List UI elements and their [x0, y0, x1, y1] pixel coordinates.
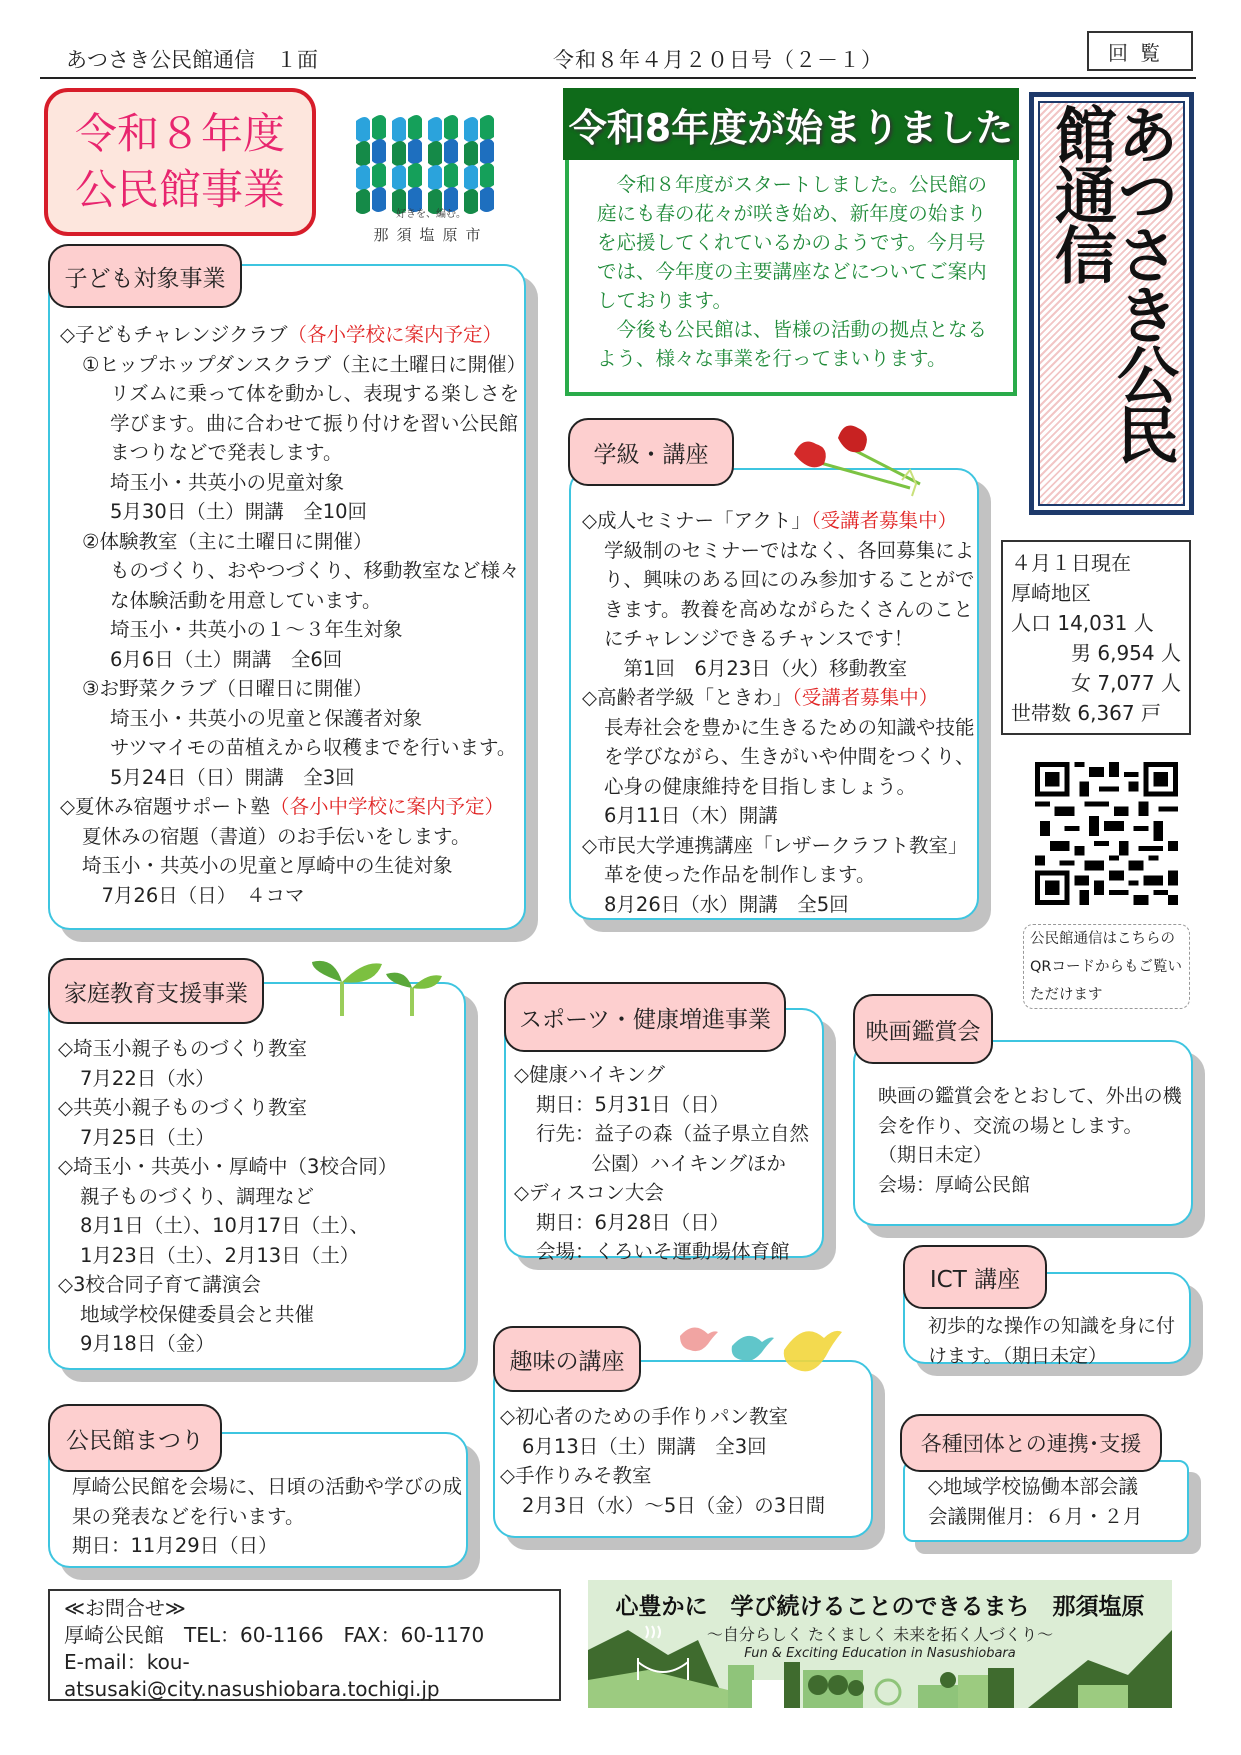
list-item: 埼玉小・共英小の児童対象	[110, 470, 345, 494]
list-item: ◇埼玉小親子ものづくり教室	[58, 1037, 307, 1060]
list-item: 期日：11月29日（日）	[72, 1534, 278, 1557]
sprout-icon	[308, 958, 448, 1018]
banner-english: Fun & Exciting Education in Nasushiobara	[744, 1646, 1016, 1661]
list-item: 8月1日（土）、10月17日（土）、	[80, 1214, 369, 1237]
list-item: 6月11日（木）開講	[604, 804, 778, 827]
list-item: 7月22日（水）	[80, 1066, 215, 1090]
list-item: 初歩的な操作の知識を身に付けます。（期日未定）	[928, 1315, 1176, 1367]
contact-heading: ≪お問合せ≫	[64, 1596, 186, 1620]
birds-icon	[672, 1316, 852, 1386]
list-item: ◇地域学校協働本部会議	[928, 1475, 1138, 1498]
list-item: （期日未定）	[878, 1144, 993, 1166]
classes-section-content	[582, 506, 982, 919]
header-divider	[40, 77, 1196, 79]
list-item: 第1回 6月23日（火）移動教室	[604, 656, 908, 680]
list-item: ◇市民大学連携講座「レザークラフト教室」	[582, 833, 968, 857]
children-section-tag: 子ども対象事業	[48, 244, 242, 308]
tulip-icon	[790, 420, 930, 500]
list-item: 6月6日（土）開講 全6回	[110, 647, 343, 671]
children-section-content	[60, 320, 527, 910]
year-badge	[44, 88, 316, 236]
list-item: ものづくり、おやつづくり、移動教室など様々な体験活動を用意しています。	[110, 559, 520, 612]
stats-total: 人口 14,031 人	[1011, 611, 1154, 635]
list-item: 8月26日（水）開講 全5回	[604, 892, 849, 916]
list-item: ◇初心者のための手作りパン教室	[500, 1405, 788, 1428]
contact-box	[48, 1589, 561, 1701]
list-item: ◇子どもチャレンジクラブ（各小学校に案内予定）	[60, 323, 503, 346]
list-item: リズムに乗って体を動かし、表現する楽しさを学びます。曲に合わせて振り付けを習い公民館まつりなどで発表します。	[110, 382, 520, 464]
qr-code-icon[interactable]	[1035, 762, 1178, 905]
stats-male: 男 6,954 人	[1071, 641, 1181, 665]
list-item: 期日：6月28日（日）	[536, 1210, 730, 1234]
groups-section-tag: 各種団体との連携･支援	[900, 1414, 1162, 1472]
qr-note: 公民館通信はこちらのQRコードからもご覧いただけます	[1023, 924, 1190, 1009]
list-item: 5月30日（土）開講 全10回	[110, 500, 368, 523]
list-item: ②体験教室（主に土曜日に開催）	[82, 529, 373, 553]
hobby-section-content	[500, 1402, 870, 1520]
list-item: 革を使った作品を制作します。	[604, 863, 876, 886]
contact-phone-fax: 厚崎公民館 TEL：60-1166 FAX：60-1170	[64, 1623, 485, 1647]
groups-section-content	[928, 1472, 1188, 1532]
list-item: ◇ディスコン大会	[514, 1181, 664, 1204]
intro-paragraph: 令和８年度がスタートしました。公民館の庭にも春の花々が咲き始め、新年度の始まりを応援してくれているかのようです。今月号では、今年度の主要講座などについてご案内しております。	[597, 173, 988, 312]
ict-section-tag: ICT 講座	[903, 1245, 1047, 1309]
list-item: 期日：5月31日（日）	[536, 1092, 730, 1116]
masthead-title: あつさき公民館通信	[1044, 103, 1180, 463]
sports-section-content	[514, 1060, 824, 1267]
list-item: 2月3日（水）～5日（金）の3日間	[522, 1493, 826, 1517]
stats-date: ４月１日現在	[1011, 551, 1131, 575]
family-section-tag: 家庭教育支援事業	[48, 958, 264, 1024]
population-stats	[1001, 540, 1191, 735]
list-item: 5月24日（日）開講 全3回	[110, 765, 355, 789]
ict-section-content	[928, 1312, 1178, 1371]
list-item: ◇高齢者学級「ときわ」（受講者募集中）	[582, 686, 939, 709]
list-item: 映画の鑑賞会をとおして、外出の機会を作り、交流の場とします。	[878, 1085, 1182, 1137]
movie-section-tag: 映画鑑賞会	[853, 994, 993, 1064]
sports-section-tag: スポーツ・健康増進事業	[504, 982, 786, 1052]
list-item: ◇手作りみそ教室	[500, 1464, 652, 1487]
list-item: 9月18日（金）	[80, 1332, 215, 1355]
intro-body	[565, 160, 1017, 396]
kairan-stamp: 回覧	[1087, 31, 1193, 71]
list-item: ◇健康ハイキング	[514, 1063, 665, 1086]
list-item: 7月25日（土）	[80, 1125, 215, 1149]
newsletter-header-title: あつさき公民館通信 １面	[66, 48, 318, 72]
family-section-content	[58, 1034, 458, 1359]
city-tagline: 好きを、編む。	[396, 209, 466, 220]
masthead	[1029, 92, 1194, 515]
banner-subtitle: ～自分らしく たくましく 未来を拓く人づくり～	[706, 1625, 1054, 1644]
classes-section-tag: 学級・講座	[568, 418, 734, 486]
festival-section-tag: 公民館まつり	[48, 1404, 222, 1472]
year-badge-line2: 公民館事業	[74, 165, 285, 214]
intro-paragraph: 今後も公民館は、皆様の活動の拠点となるよう、様々な事業を行ってまいります。	[597, 318, 988, 370]
hobby-section-tag: 趣味の講座	[493, 1326, 641, 1392]
intro-title: 令和8年度が始まりました	[563, 88, 1019, 160]
list-item: ◇3校合同子育て講演会	[58, 1273, 261, 1296]
list-item: 会場：厚崎公民館	[878, 1173, 1031, 1196]
list-item: サツマイモの苗植えから収穫までを行います。	[110, 736, 517, 759]
list-item: ◇成人セミナー「アクト」（受講者募集中）	[582, 509, 958, 532]
list-item: 厚崎公民館を会場に、日頃の活動や学びの成果の発表などを行います。	[72, 1475, 463, 1528]
festival-section-content	[72, 1472, 462, 1561]
list-item: 会議開催月：６月・２月	[928, 1505, 1143, 1528]
list-item: 6月13日（土）開講 全3回	[522, 1434, 767, 1458]
list-item: ①ヒップホップダンスクラブ（主に土曜日に開催）	[82, 352, 527, 376]
movie-section-content	[878, 1082, 1183, 1200]
list-item: ③お野菜クラブ（日曜日に開催）	[82, 677, 373, 700]
stats-female: 女 7,077 人	[1071, 671, 1181, 695]
list-item: ◇夏休み宿題サポート塾（各小中学校に案内予定）	[60, 795, 505, 818]
city-name: 那須塩原市	[373, 226, 489, 244]
list-item: 夏休みの宿題（書道）のお手伝いをします。	[82, 824, 471, 848]
issue-date: 令和８年４月２０日号（２－１）	[553, 48, 883, 72]
stats-area: 厚崎地区	[1011, 581, 1091, 605]
list-item: 長寿社会を豊かに生きるための知識や技能を学びながら、生きがいや仲間をつくり、心身の健康維持を目指しましょう。	[604, 715, 975, 798]
list-item: 公園）ハイキングほか	[572, 1151, 786, 1175]
list-item: 行先：益子の森（益子県立自然	[536, 1122, 810, 1145]
list-item: 1月23日（土）、2月13日（土）	[80, 1243, 360, 1267]
contact-email[interactable]: E-mail：kou-atsusaki@city.nasushiobara.tochigi.jp	[64, 1650, 440, 1701]
banner-title: 心豊かに 学び続けることのできるまち 那須塩原	[615, 1594, 1145, 1620]
list-item: ◇共英小親子ものづくり教室	[58, 1096, 307, 1119]
list-item: ◇埼玉小・共英小・厚崎中（3校合同）	[58, 1155, 398, 1178]
year-badge-line1: 令和８年度	[74, 109, 285, 158]
stats-households: 世帯数 6,367 戸	[1011, 701, 1161, 725]
list-item: 埼玉小・共英小の児童と保護者対象	[110, 706, 423, 730]
list-item: 親子ものづくり、調理など	[80, 1184, 315, 1208]
list-item: 埼玉小・共英小の児童と厚崎中の生徒対象	[82, 854, 453, 877]
list-item: 地域学校保健委員会と共催	[80, 1302, 315, 1326]
city-education-banner	[588, 1580, 1172, 1708]
masthead-inner	[1038, 101, 1185, 506]
list-item: 7月26日（日） ４コマ	[82, 883, 305, 907]
list-item: 埼玉小・共英小の１～３年生対象	[110, 618, 403, 641]
list-item: 学級制のセミナーではなく、各回募集により、興味のある回にのみ参加することができます。教養を高めながらたくさんのことにチャレンジできるチャンスです！	[604, 538, 975, 650]
list-item: 会場：くろいそ運動場体育館	[536, 1240, 790, 1263]
